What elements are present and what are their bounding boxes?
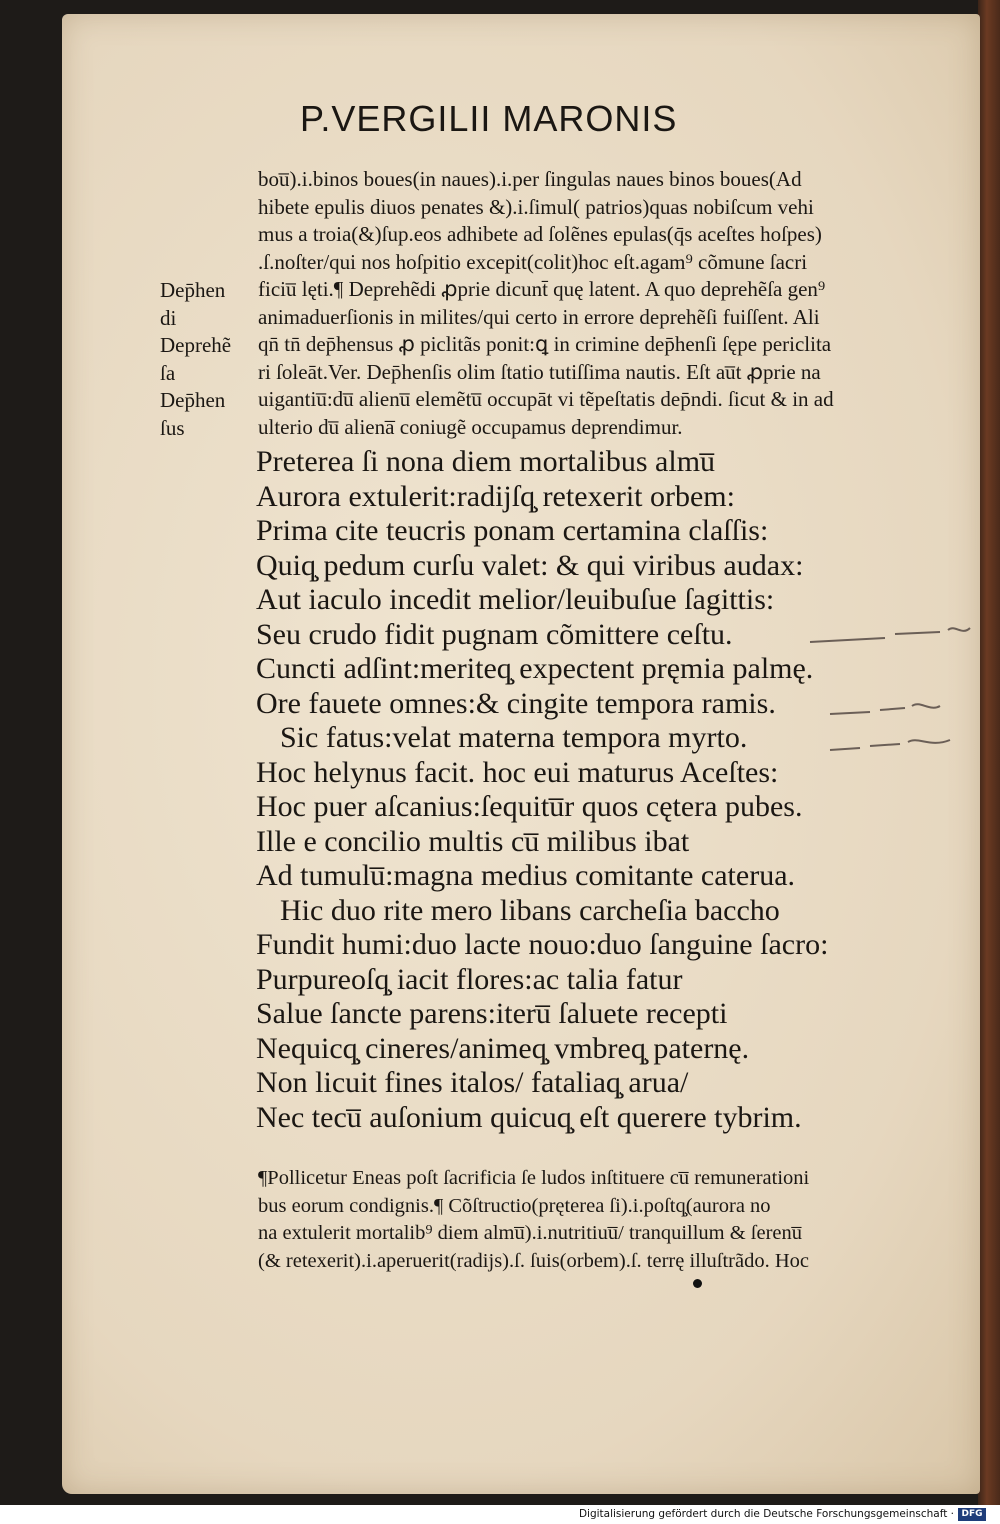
margin-notes	[160, 277, 231, 442]
book-binding-edge	[978, 0, 1000, 1505]
verse-line: Hic duo rite mero libans carcheſia baccho	[280, 893, 780, 927]
verse-line: Cuncti adſint:meriteq̧ expectent pręmia palmę.	[256, 652, 814, 685]
running-header: P.VERGILII MARONIS	[300, 98, 678, 139]
margin-note: di	[160, 305, 177, 330]
commentary-line: animaduerſionis in milites/qui certo in errore deprehẽſi fuiſſent. Ali	[258, 304, 820, 329]
commentary-line: hibete epulis diuos penates &).i.ſimul( patrios)quas nobiſcum vehi	[258, 194, 814, 219]
handwritten-annotation-marks	[790, 620, 980, 790]
margin-note: Deprehẽ	[160, 333, 232, 357]
footer-bar	[0, 1505, 1000, 1524]
verse-block	[256, 445, 956, 1135]
verse-line: Preterea ſi nona diem mortalibus almu̅	[256, 445, 716, 478]
commentary-line: na extulerit mortalib⁹ diem almu̅).i.nutritiuu̅/ tranquillum & ſerenu̅	[258, 1222, 803, 1244]
commentary-line: ¶Pollicetur Eneas poſt ſacrificia ſe ludos inſtituere cu̅ remunerationi	[258, 1167, 810, 1189]
commentary-line: .ſ.noſter/qui nos hoſpitio excepit(colit)hoc eſt.agam⁹ cõmune ſacri	[258, 249, 808, 274]
commentary-line: ficiu̅ lęti.¶ Deprehẽdi ꝓprie dicunt̄ quę latent. A quo deprehẽſa gen⁹	[258, 277, 826, 301]
verse-line: Ad tumulu̅:magna medius comitante caterua.	[256, 859, 796, 892]
verse-line: Non licuit fines italos/ fataliaq̧ arua/	[256, 1066, 689, 1099]
verse-line: Nec tecu̅ auſonium quicuq̧ eſt querere tybrim.	[256, 1100, 802, 1134]
margin-note: Dep̄hen	[160, 388, 226, 412]
verse-line: Sic fatus:velat materna tempora myrto.	[280, 721, 748, 754]
commentary-line: qn̄ tn̄ dep̄hensus ꝓ piclitãs ponit:ꝗ in crimine dep̄henſi ſępe periclita	[258, 332, 832, 356]
verse-line: Nequicq̧ cineres/animeq̧ vmbreq̧ paternę.	[256, 1031, 750, 1065]
margin-note: ſus	[160, 415, 185, 440]
commentary-line: mus a troia(&)ſup.eos adhibete ad ſolẽnes epulas(q̄s aceſtes hoſpes)	[258, 222, 822, 246]
verse-line: Hoc helynus facit. hoc eui maturus Aceſtes:	[256, 755, 779, 789]
verse-line: Hoc puer aſcanius:ſequitu̅r quos cętera pubes.	[256, 790, 803, 823]
verse-line: Quiq̧ pedum curſu valet: & qui viribus audax:	[256, 548, 804, 582]
verse-line: Ille e concilio multis cu̅ milibus ibat	[256, 824, 690, 858]
verse-line: Prima cite teucris ponam certamina claſſis:	[256, 514, 769, 547]
commentary-line: bus eorum condignis.¶ Cõſtructio(pręterea ſi).i.poſtq̧(aurora no	[258, 1194, 771, 1217]
commentary-line: bou̅).i.binos boues(in naues).i.per ſingulas naues binos boues(Ad	[258, 167, 802, 191]
funding-notice: Digitalisierung gefördert durch die Deutsche Forschungsgemeinschaft ·	[578, 1508, 954, 1520]
verse-line: Salue ſancte parens:iteru̅ ſaluete recepti	[256, 997, 728, 1030]
dfg-logo-icon: DFG	[958, 1508, 986, 1521]
commentary-top	[258, 166, 958, 441]
verse-line: Aut iaculo incedit melior/leuibuſue ſagittis:	[256, 583, 775, 616]
commentary-line: (& retexerit).i.aperuerit(radijs).ſ. ſuis(orbem).ſ. terrę illuſtrãdo. Hoc	[258, 1249, 810, 1272]
commentary-line: ri ſoleāt.Ver. Dep̄henſis olim ſtatio tutiſſima nautis. Eſt au̅t ꝓprie na	[258, 359, 821, 384]
verse-line: Ore fauete omnes:& cingite tempora ramis.	[256, 686, 776, 720]
margin-note: ſa	[160, 360, 176, 385]
verse-line: Fundit humi:duo lacte nouo:duo ſanguine ſacro:	[256, 928, 829, 961]
commentary-bottom	[258, 1165, 958, 1275]
verse-line: Seu crudo fidit pugnam cõmittere ceſtu.	[256, 617, 733, 651]
verse-line: Aurora extulerit:radijſq̧ retexerit orbem:	[256, 479, 735, 513]
commentary-line: uigantiu̅:du̅ alienu̅ elemẽtu̅ occupāt vi tẽpeſtatis dep̄ndi. ſicut & in ad	[258, 387, 834, 411]
ink-blot	[693, 1279, 702, 1288]
margin-note: Dep̄hen	[160, 278, 226, 302]
commentary-line: ulterio du̅ aliena̅ coniugẽ occupamus deprendimur.	[258, 414, 683, 439]
verse-line: Purpureoſq̧ iacit flores:ac talia fatur	[256, 962, 683, 996]
